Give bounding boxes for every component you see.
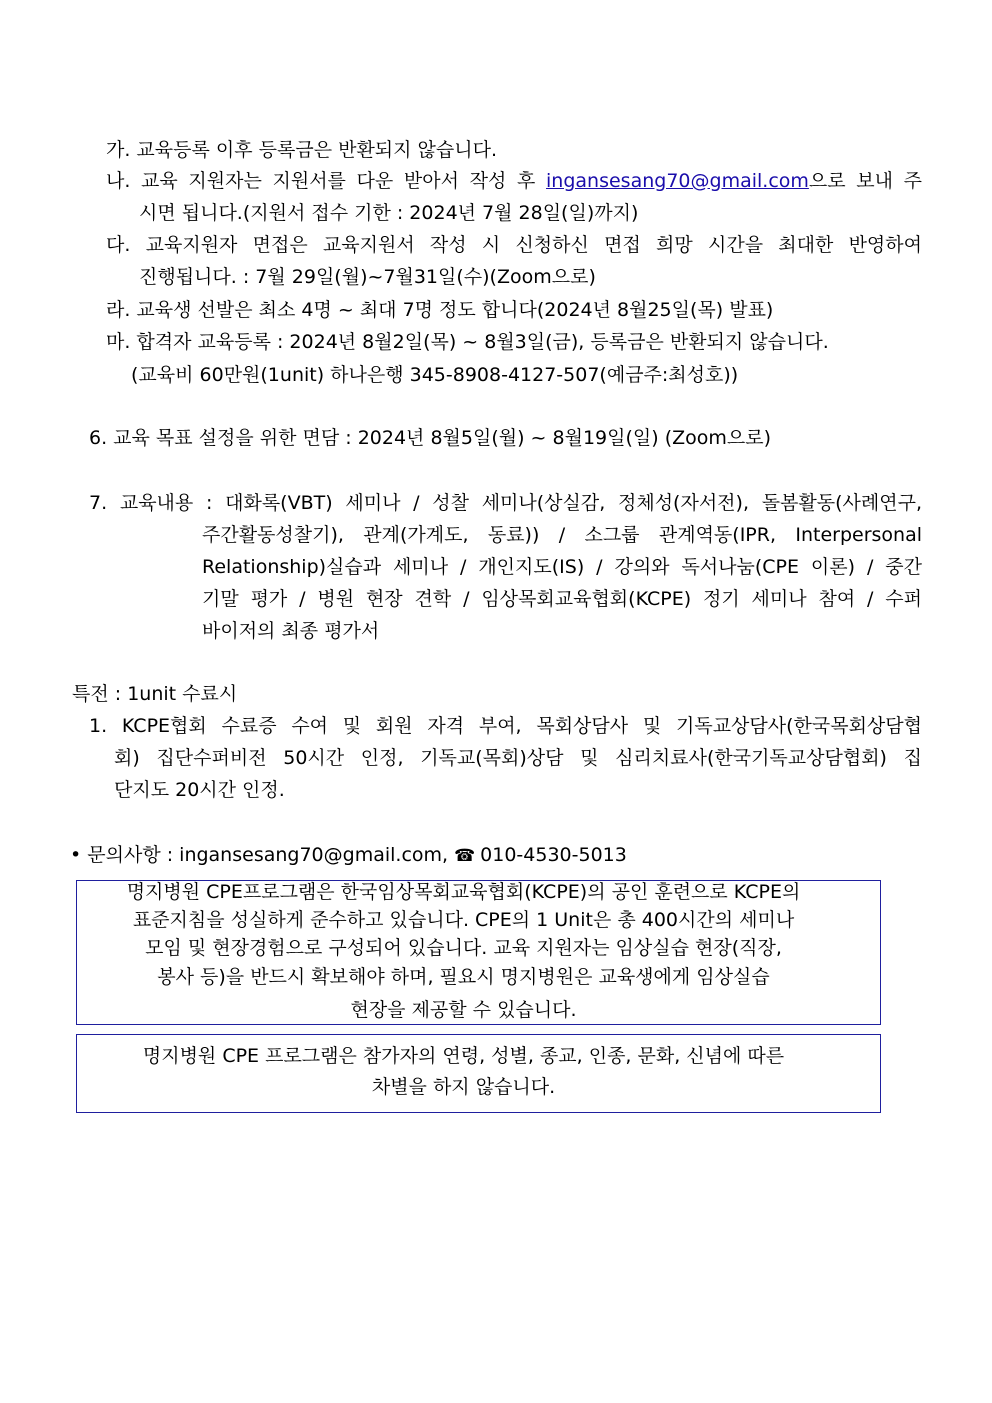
application-email-link[interactable]: ingansesang70@gmail.com xyxy=(546,170,809,192)
item-7-line5: 바이저의 최종 평가서 xyxy=(202,620,380,642)
notice-ga: 가. 교육등록 이후 등록금은 반환되지 않습니다. xyxy=(106,139,498,161)
accreditation-line4: 봉사 등)을 반드시 확보해야 하며, 필요시 명지병원은 교육생에게 임상실습 xyxy=(157,966,770,988)
accreditation-line1: 명지병원 CPE프로그램은 한국임상목회교육협회(KCPE)의 공인 훈련으로 KCPE의 xyxy=(126,881,801,903)
nondiscrimination-line1: 명지병원 CPE 프로그램은 참가자의 연령, 성별, 종교, 인종, 문화, 신념에 따른 xyxy=(142,1045,785,1067)
benefit-line2: 회) 집단수퍼비전 50시간 인정, 기독교(목회)상담 및 심리치료사(한국기독교상담협회) 집 xyxy=(114,747,922,769)
benefit-line1: 1. KCPE협회 수료증 수여 및 회원 자격 부여, 목회상담사 및 기독교상담사(한국목회상담협 xyxy=(89,715,922,737)
item-7-line1: 7. 교육내용 : 대화록(VBT) 세미나 / 성찰 세미나(상실감, 정체성(자서전), 돌봄활동(사례연구, xyxy=(89,492,922,514)
notice-na xyxy=(106,168,922,194)
benefit-line3: 단지도 20시간 인정. xyxy=(114,779,285,801)
contact-bullet: • xyxy=(70,844,82,866)
accreditation-line5: 현장을 제공할 수 있습니다. xyxy=(350,999,577,1021)
notice-na-suffix: 으로 보내 주 xyxy=(808,170,922,192)
contact-phone: 010-4530-5013 xyxy=(480,844,627,866)
benefit-title: 특전 : 1unit 수료시 xyxy=(72,683,238,705)
notice-na-prefix: 나. 교육 지원자는 지원서를 다운 받아서 작성 후 xyxy=(106,170,547,192)
item-7-line4: 기말 평가 / 병원 현장 견학 / 임상목회교육협회(KCPE) 정기 세미나 참여 / 수퍼 xyxy=(202,588,922,610)
accreditation-line2: 표준지침을 성실하게 준수하고 있습니다. CPE의 1 Unit은 총 400시간의 세미나 xyxy=(132,909,795,931)
accreditation-line3: 모임 및 현장경험으로 구성되어 있습니다. 교육 지원자는 임상실습 현장(직장, xyxy=(145,937,782,959)
notice-na-line2: 시면 됩니다.(지원서 접수 기한 : 2024년 7월 28일(일)까지) xyxy=(139,202,639,224)
item-7-line2: 주간활동성찰기), 관계(가계도, 동료)) / 소그룹 관계역동(IPR, Interpersonal xyxy=(202,524,922,546)
notice-da: 다. 교육지원자 면접은 교육지원서 작성 시 신청하신 면접 희망 시간을 최대한 반영하여 xyxy=(106,234,922,256)
notice-da-line2: 진행됩니다. : 7월 29일(월)~7월31일(수)(Zoom으로) xyxy=(139,266,596,288)
item-7-line3: Relationship)실습과 세미나 / 개인지도(IS) / 강의와 독서나눔(CPE 이론) / 중간 xyxy=(202,556,922,578)
nondiscrimination-line2: 차별을 하지 않습니다. xyxy=(371,1076,556,1098)
notice-ma: 마. 합격자 교육등록 : 2024년 8월2일(목) ~ 8월3일(금), 등록금은 반환되지 않습니다. xyxy=(106,331,829,353)
accreditation-box xyxy=(76,880,881,1025)
contact-label: 문의사항 : ingansesang70@gmail.com, xyxy=(87,844,449,866)
phone-icon: ☎ xyxy=(454,846,476,866)
contact-line xyxy=(70,842,627,869)
notice-ra: 라. 교육생 선발은 최소 4명 ~ 최대 7명 정도 합니다(2024년 8월25일(목) 발표) xyxy=(106,299,774,321)
item-6-interview: 6. 교육 목표 설정을 위한 면담 : 2024년 8월5일(월) ~ 8월19일(일) (Zoom으로) xyxy=(89,427,772,449)
nondiscrimination-box xyxy=(76,1034,881,1113)
notice-ma-line2: (교육비 60만원(1unit) 하나은행 345-8908-4127-507(예금주:최성호)) xyxy=(131,364,739,386)
